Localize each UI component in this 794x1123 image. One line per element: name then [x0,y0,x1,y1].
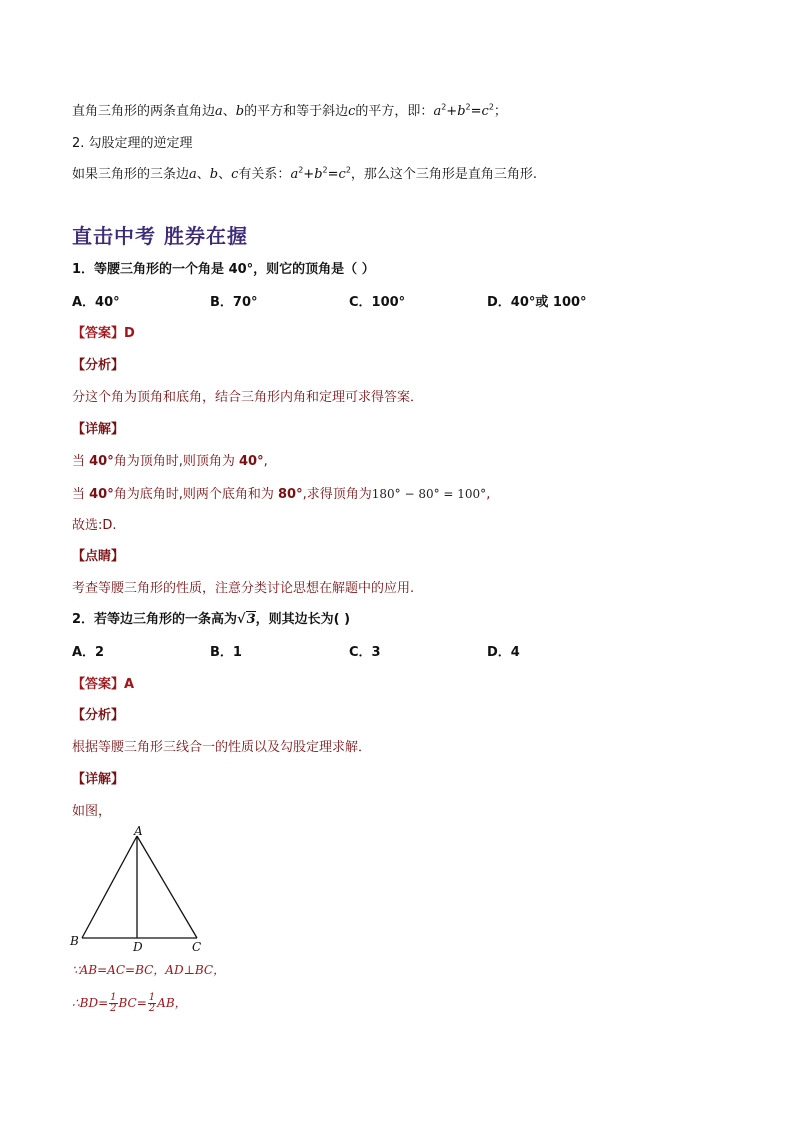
q2-answer: 【答案】A [72,677,135,692]
label-b: B [70,934,79,948]
q2-option-a: A．2 [72,645,105,660]
q2-stem: 2．若等边三角形的一条高为√3，则其边长为( ) [72,612,351,627]
q2-detail-line1: ∵AB=AC=BC，AD⊥BC， [72,963,226,977]
q1-option-d: D．40°或 100° [487,295,587,310]
fraction-half-2: $\frac{1}{2}$ [148,992,156,1014]
q1-analysis: 分这个角为顶角和底角，结合三角形内角和定理可求得答案． [72,390,424,405]
q1-stem: 1．等腰三角形的一个角是 40°，则它的顶角是（ ） [72,262,375,277]
q2-analysis: 根据等腰三角形三线合一的性质以及勾股定理求解． [72,740,372,755]
q1-option-c: C．100° [349,295,406,310]
converse-statement: 如果三角形的三条边a、b、c有关系：$a^2+b^2=c^2$，那么这个三角形是直角三角形. [72,165,538,182]
section-title: 直击中考 胜券在握 [72,224,248,248]
label-c: C [192,940,202,954]
q2-option-b: B．1 [210,645,242,660]
q1-answer: 【答案】D [72,326,135,341]
q2-option-d: D．4 [487,645,520,660]
theorem-statement: 直角三角形的两条直角边a、b的平方和等于斜边c的平方，即：$a^2+b^2=c^2$； [72,102,507,119]
q2-analysis-tag: 【分析】 [72,708,125,723]
triangle-figure [66,824,216,954]
side-ab [82,836,137,938]
q1-detail-line1: 当 40°角为顶角时,则顶角为 40°, [72,454,268,469]
q2-detail-line2: ∴BD= $\frac{1}{2}$ BC= $\frac{1}{2}$ AB， [72,992,187,1014]
q1-analysis-tag: 【分析】 [72,358,125,373]
q2-detail-tag: 【详解】 [72,772,125,787]
fraction-half-1: $\frac{1}{2}$ [110,992,117,1014]
label-d: D [133,940,143,954]
q1-comment: 考查等腰三角形的性质，注意分类讨论思想在解题中的应用. [72,581,415,596]
q2-figure-intro: 如图， [72,804,112,819]
label-a: A [134,824,143,838]
q1-comment-tag: 【点睛】 [72,549,125,564]
q1-option-a: A．40° [72,295,120,310]
q1-detail-line2: 当 40°角为底角时,则两个底角和为 80°,求得顶角为180° − 80° = 100°, [72,487,491,502]
q1-detail-tag: 【详解】 [72,422,125,437]
side-ac [137,836,197,938]
sqrt-symbol: √3 [237,612,256,627]
q1-detail-line3: 故选:D. [72,518,117,533]
converse-heading: 2. 勾股定理的逆定理 [72,136,193,151]
q2-option-c: C．3 [349,645,381,660]
q1-option-b: B．70° [210,295,258,310]
